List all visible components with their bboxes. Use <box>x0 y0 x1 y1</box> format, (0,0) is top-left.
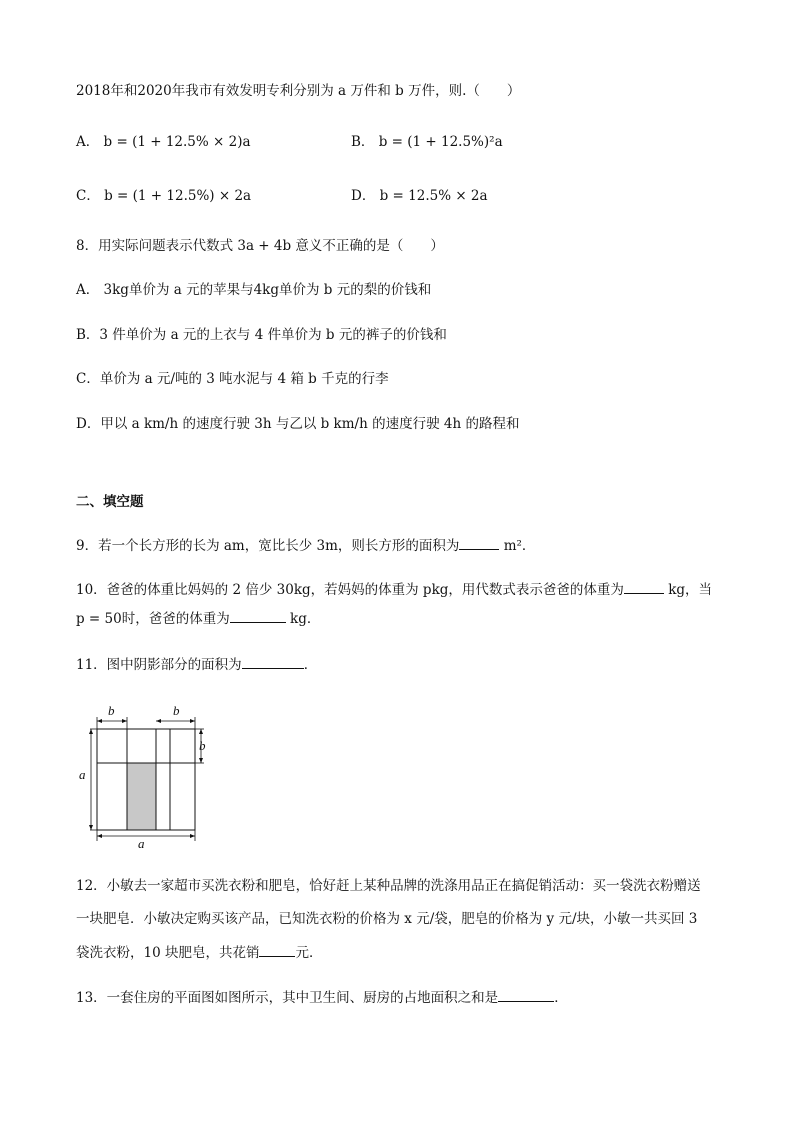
q13-answer-blank[interactable] <box>498 987 554 1002</box>
label-right-b: b <box>199 738 206 753</box>
dim-arrow <box>190 719 195 723</box>
q7-stem: 2018年和2020年我市有效发明专利分别为 a 万件和 b 万件，则.（ ） <box>76 83 521 99</box>
q10-text-1: 10．爸爸的体重比妈妈的 2 倍少 30kg，若妈妈的体重为 pkg，用代数式表示爸爸的体重为 <box>76 582 624 598</box>
q13-text: 13．一套住房的平面图如图所示，其中卫生间、厨房的占地面积之和是 <box>76 990 499 1006</box>
label-left-a: a <box>79 767 86 782</box>
q7-option-a: A． b = (1 + 12.5% × 2)a <box>76 134 251 150</box>
q9-unit: m²． <box>499 538 536 554</box>
q10-answer-blank-1[interactable] <box>624 579 664 594</box>
q8-option-a: A． 3kg单价为 a 元的苹果与4kg单价为 b 元的梨的价钱和 <box>76 282 432 298</box>
dim-arrow <box>97 719 102 723</box>
dim-arrow <box>190 834 195 838</box>
q12-line-3 <box>76 942 322 962</box>
dim-arrow <box>89 729 93 734</box>
q10-unit-2: kg． <box>285 611 321 627</box>
q8-option-c: C．单价为 a 元/吨的 3 吨水泥与 4 箱 b 千克的行李 <box>76 371 389 387</box>
q13-line <box>76 987 568 1007</box>
q12-answer-blank[interactable] <box>259 942 295 957</box>
dim-arrow <box>97 834 102 838</box>
q10-unit-1: kg，当 <box>663 582 713 598</box>
q11-end: ． <box>303 657 318 673</box>
q8-stem: 8．用实际问题表示代数式 3a + 4b 意义不正确的是（ ） <box>76 238 444 254</box>
q11-answer-blank[interactable] <box>242 654 304 669</box>
q13-end: ． <box>554 990 568 1006</box>
q7-option-d: D． b = 12.5% × 2a <box>351 188 488 204</box>
label-bottom-a: a <box>138 836 145 850</box>
section-heading-fill-in: 二、填空题 <box>76 494 144 510</box>
dim-arrow <box>199 758 203 763</box>
q9-text: 9．若一个长方形的长为 am，宽比长少 3m，则长方形的面积为 <box>76 538 460 554</box>
q10-answer-blank-2[interactable] <box>230 608 286 623</box>
q8-option-d: D．甲以 a km/h 的速度行驶 3h 与乙以 b km/h 的速度行驶 4h 的路程和 <box>76 416 520 432</box>
q8-option-b: B．3 件单价为 a 元的上衣与 4 件单价为 b 元的裤子的价钱和 <box>76 327 447 343</box>
q7-option-b: B． b = (1 + 12.5%)²a <box>351 134 503 150</box>
q7-option-c: C． b = (1 + 12.5%) × 2a <box>76 188 252 204</box>
dim-arrow <box>156 719 161 723</box>
dim-arrow <box>199 729 203 734</box>
q9-line <box>76 535 535 555</box>
q10-line-2 <box>76 608 320 628</box>
q12-text-3: 袋洗衣粉，10 块肥皂，共花销 <box>76 945 260 961</box>
q9-answer-blank[interactable] <box>459 535 499 550</box>
q12-line-1: 12．小敏去一家超市买洗衣粉和肥皂，恰好赶上某种品牌的洗涤用品正在搞促销活动：买一袋洗衣粉赠送 <box>76 878 701 894</box>
shaded-region <box>127 763 156 830</box>
dim-arrow <box>89 825 93 830</box>
q11-text: 11．图中阴影部分的面积为 <box>76 657 242 673</box>
q11-figure <box>74 700 234 850</box>
q11-line <box>76 654 317 674</box>
dim-arrow <box>122 719 127 723</box>
q12-end: 元． <box>295 945 323 961</box>
label-top-right-b: b <box>173 703 180 718</box>
label-top-left-b: b <box>108 703 115 718</box>
q10-line-1 <box>76 579 712 599</box>
q10-text-2: p = 50时，爸爸的体重为 <box>76 611 230 627</box>
q12-line-2: 一块肥皂．小敏决定购买该产品，已知洗衣粉的价格为 x 元/袋，肥皂的价格为 y 元/块，小敏一共买回 3 <box>76 911 698 927</box>
